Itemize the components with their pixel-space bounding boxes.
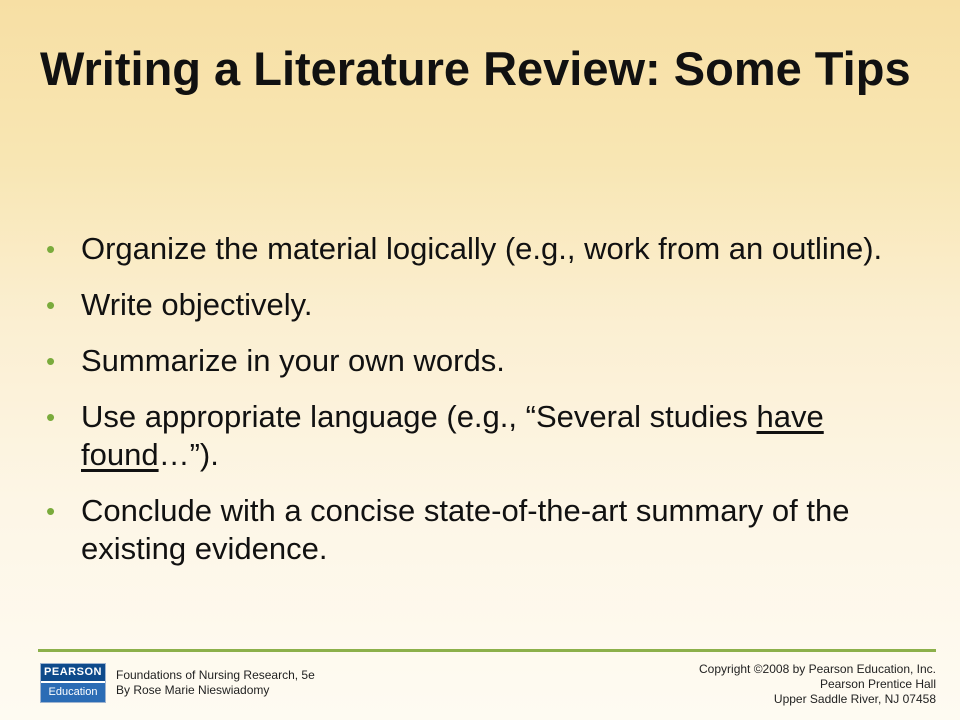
bullet-text: Conclude with a concise state-of-the-art summary of the existing evidence. bbox=[81, 493, 850, 566]
logo-bottom-text: Education bbox=[41, 683, 105, 702]
bullet-text-before: Use appropriate language (e.g., “Several studies bbox=[81, 399, 757, 434]
bullet-text-underlined: have found bbox=[81, 399, 824, 472]
bullet-item bbox=[46, 230, 906, 268]
bullet-icon: • bbox=[46, 496, 56, 526]
book-author: By Rose Marie Nieswiadomy bbox=[116, 683, 270, 697]
pearson-education-logo bbox=[40, 663, 106, 703]
bullet-icon: • bbox=[46, 346, 56, 376]
copyright-line: Copyright ©2008 by Pearson Education, Inc. bbox=[699, 662, 936, 676]
bullet-icon: • bbox=[46, 290, 56, 320]
book-title: Foundations of Nursing Research, 5e bbox=[116, 668, 315, 682]
logo-top-text: PEARSON bbox=[41, 664, 105, 681]
footer-copyright bbox=[699, 662, 936, 707]
bullet-item bbox=[46, 286, 906, 324]
bullet-text: Write objectively. bbox=[81, 287, 313, 322]
bullet-list bbox=[46, 230, 906, 586]
address-line: Upper Saddle River, NJ 07458 bbox=[773, 692, 936, 706]
bullet-item bbox=[46, 398, 906, 474]
bullet-item bbox=[46, 342, 906, 380]
bullet-item bbox=[46, 492, 906, 568]
slide-title: Writing a Literature Review: Some Tips bbox=[40, 42, 911, 95]
bullet-text-after: …”). bbox=[158, 437, 219, 472]
bullet-text: Organize the material logically (e.g., work from an outline). bbox=[81, 231, 883, 266]
publisher-line: Pearson Prentice Hall bbox=[819, 677, 936, 691]
bullet-icon: • bbox=[46, 234, 56, 264]
footer-book-info bbox=[116, 668, 315, 698]
footer-divider bbox=[38, 649, 936, 652]
bullet-text: Summarize in your own words. bbox=[81, 343, 505, 378]
bullet-icon: • bbox=[46, 402, 56, 432]
